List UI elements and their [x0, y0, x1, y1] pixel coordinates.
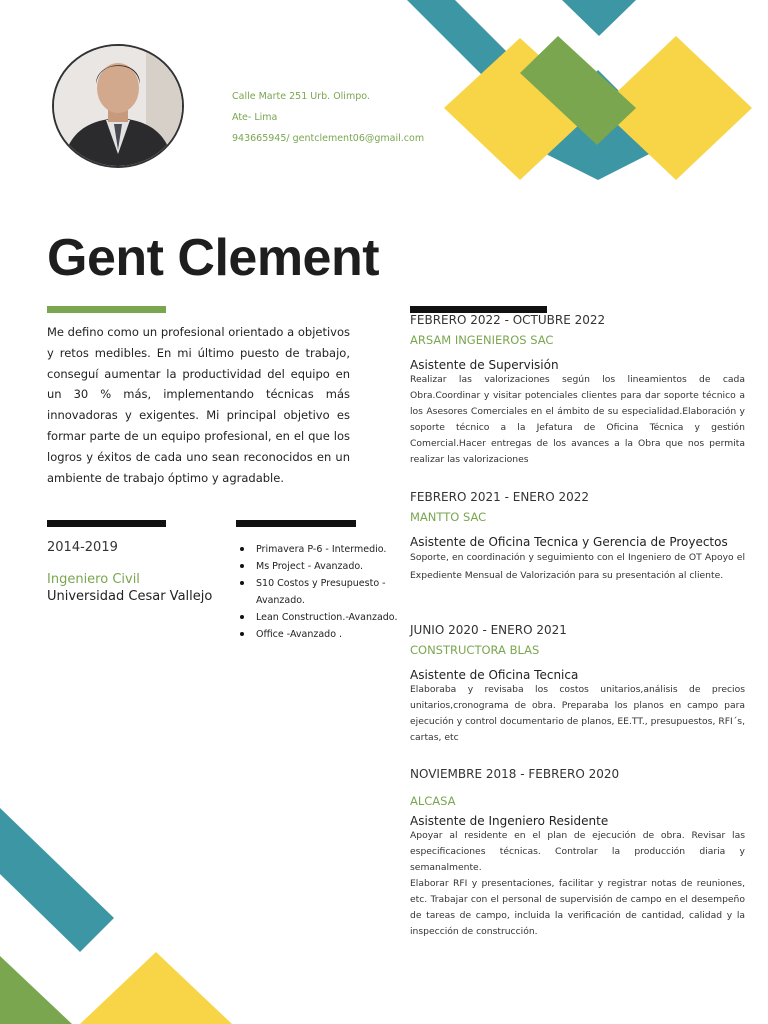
education-divider [47, 520, 166, 527]
skill-item: Lean Construction.-Avanzado. [256, 609, 431, 626]
job-dates: FEBRERO 2021 - ENERO 2022 [410, 490, 590, 504]
deco-yellow-triangle-bottom [80, 952, 232, 1024]
profile-divider [47, 306, 166, 313]
job-company: ALCASA [410, 794, 456, 808]
skill-item: S10 Costos y Presupuesto - Avanzado. [256, 575, 431, 609]
job-role: Asistente de Ingeniero Residente [410, 814, 609, 828]
job-role: Asistente de Supervisión [410, 358, 559, 372]
education-years: 2014-2019 [47, 540, 118, 555]
person-icon [54, 46, 182, 166]
job-description: Elaboraba y revisaba los costos unitarios,análisis de precios unitarios,cronograma de obra. Preparaba los planos en campo para ejecución y control documentario de planos, EE.TT., presupuestos, RFI´s, cartas, etc [410, 684, 745, 743]
profile-summary: Me defino como un profesional orientado a objetivos y retos medibles. En mi último puesto de trabajo, conseguí aumentar la productividad del equipo en un 30 % más, implementando técnicas más innovadoras y exigentes. Mi principal objetivo es formar parte de un equipo profesional, en el que los logros y éxitos de cada uno sean reconocidos en un ambiente de trabajo óptimo y agradable. [47, 325, 350, 485]
profile-photo [52, 44, 184, 168]
job-dates: NOVIEMBRE 2018 - FEBRERO 2020 [410, 767, 620, 781]
job-role: Asistente de Oficina Tecnica [410, 668, 579, 682]
skill-item: Office -Avanzado . [256, 626, 431, 643]
job-company: CONSTRUCTORA BLAS [410, 643, 540, 657]
skills-list [236, 541, 431, 643]
experience-item [410, 490, 745, 585]
experience-item [410, 313, 745, 468]
deco-green-triangle-bottom [0, 956, 72, 1024]
contact-info [232, 90, 424, 153]
contact-address: Calle Marte 251 Urb. Olimpo. [232, 91, 370, 102]
job-description: Soporte, en coordinación y seguimiento con el Ingeniero de OT Apoyo el Expediente Mensual de Valorización para su presentación al cliente. [410, 552, 745, 581]
job-company: ARSAM INGENIEROS SAC [410, 333, 554, 347]
deco-teal-triangle-top [562, 0, 636, 36]
skills-divider [236, 520, 356, 527]
skill-item: Ms Project - Avanzado. [256, 558, 431, 575]
skill-item: Primavera P-6 - Intermedio. [256, 541, 431, 558]
experience-divider [410, 306, 547, 313]
deco-teal-band-bottom [0, 808, 114, 952]
job-company: MANTTO SAC [410, 510, 487, 524]
experience-item [410, 767, 745, 940]
candidate-name: Gent Clement [47, 229, 380, 287]
job-description-continued: Elaborar RFI y presentaciones, facilitar y registrar notas de reuniones, etc. Trabajar con el personal de supervisión de campo en el desempeño de tareas de campo, incluida la verificación de cantidad, calidad y la inspección de construcción. [410, 878, 745, 937]
education-degree: Ingeniero Civil [47, 572, 140, 587]
job-dates: FEBRERO 2022 - OCTUBRE 2022 [410, 313, 606, 327]
experience-item [410, 623, 745, 746]
job-dates: JUNIO 2020 - ENERO 2021 [410, 623, 567, 637]
job-description: Apoyar al residente en el plan de ejecución de obra. Revisar las especificaciones técnicas. Controlar la producción diaria y semanalmente. [410, 830, 745, 873]
contact-city: Ate- Lima [232, 112, 278, 123]
education-school: Universidad Cesar Vallejo [47, 589, 213, 604]
contact-phone-email[interactable]: 943665945/ gentclement06@gmail.com [232, 133, 425, 144]
job-description: Realizar las valorizaciones según los lineamientos de cada Obra.Coordinar y visitar potenciales clientes para dar soporte técnico a los Asesores Comerciales en el ámbito de su especialidad.Elaboración y soporte técnico a la Jefatura de Oficina Técnica y gestión Comercial.Hacer entregas de los avances a la Obra que nos permita realizar las valorizaciones [410, 374, 745, 465]
job-role: Asistente de Oficina Tecnica y Gerencia de Proyectos [410, 535, 728, 549]
